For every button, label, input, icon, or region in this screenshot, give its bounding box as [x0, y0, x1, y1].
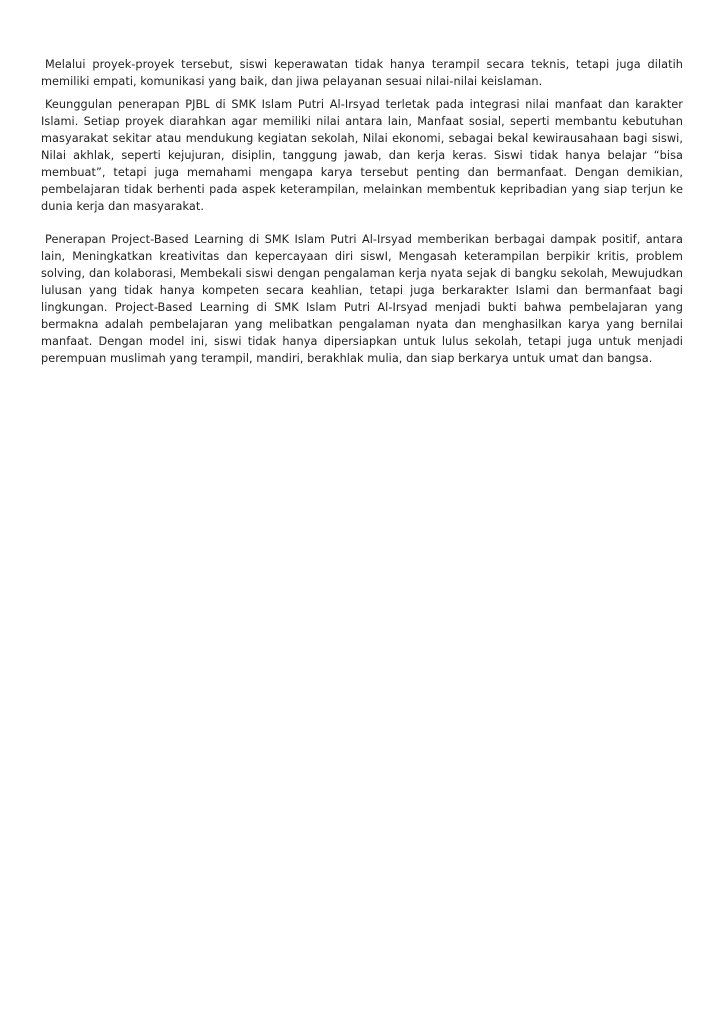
paragraph-1: Melalui proyek-proyek tersebut, siswi keperawatan tidak hanya terampil secara teknis, tetapi juga dilatih memiliki empati, komunikasi yang baik, dan jiwa pelayanan sesuai nilai-nilai keislaman. — [41, 58, 683, 88]
paragraph-2: Keunggulan penerapan PJBL di SMK Islam Putri Al-Irsyad terletak pada integrasi nilai manfaat dan karakter Islami. Setiap proyek diarahkan agar memiliki nilai antara lain, Manfaat sosial, seperti membantu kebutuhan masyarakat sekitar atau mendukung kegiatan sekolah, Nilai ekonomi, sebagai bekal kewirausahaan bagi siswi, Nilai akhlak, seperti kejujuran, disiplin, tanggung jawab, dan kerja keras. Siswi tidak hanya belajar “bisa membuat”, tetapi juga memahami mengapa karya tersebut penting dan bermanfaat. Dengan demikian, pembelajaran tidak berhenti pada aspek keterampilan, melainkan membentuk kepribadian yang siap terjun ke dunia kerja dan masyarakat. — [41, 98, 683, 213]
document-body — [41, 56, 683, 367]
paragraph-3: Penerapan Project-Based Learning di SMK Islam Putri Al-Irsyad memberikan berbagai dampak positif, antara lain, Meningkatkan kreativitas dan kepercayaan diri siswI, Mengasah keterampilan berpikir kritis, problem solving, dan kolaborasi, Membekali siswi dengan pengalaman kerja nyata sejak di bangku sekolah, Mewujudkan lulusan yang tidak hanya kompeten secara keahlian, tetapi juga berkarakter Islami dan bermanfaat bagi lingkungan. Project-Based Learning di SMK Islam Putri Al-Irsyad menjadi bukti bahwa pembelajaran yang bermakna adalah pembelajaran yang melibatkan pengalaman nyata dan menghasilkan karya yang bernilai manfaat. Dengan model ini, siswi tidak hanya dipersiapkan untuk lulus sekolah, tetapi juga untuk menjadi perempuan muslimah yang terampil, mandiri, berakhlak mulia, dan siap berkarya untuk umat dan bangsa. — [41, 233, 683, 365]
